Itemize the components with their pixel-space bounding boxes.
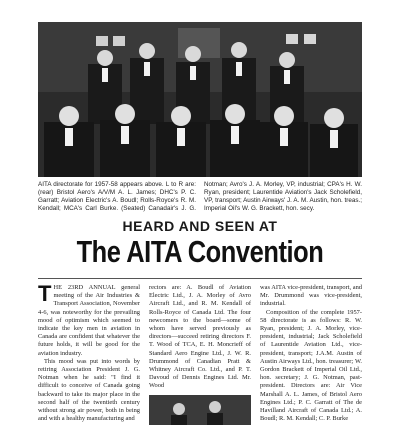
paragraph: Composition of the complete 1957-58 directorate is as follows: R. W. Ryan, president; J. A. Morley, vice-president, industrial; Jack Scholefield of Laurentide Aviation Ltd., vice-president, transport; J.A.M. Austin of Austin Airways Ltd., hon. treasurer; W. Gordon Brackett of Imperial Oil Ltd., hon. secretary; J. G. Notman, past-president. Directors are: Air Vice Marshall A. L. James, of Bristol Aero Engines Ltd.; P. C. Garratt of The de Havilland Aircraft of Canada Ltd.; A. Boudl; R. M. Kendall; C. P. Burke <box>260 308 362 423</box>
directorate-group-photo <box>38 22 362 177</box>
drop-cap: T <box>38 281 52 306</box>
paragraph: This mood was put into words by retiring Association President J. G. Notman when he said: "I find it difficult to conceive of Canada going backward to take its major place in the second half of the twentieth century without strong air power, both in being and with a healthy manufacturing and <box>38 357 140 423</box>
inset-photo <box>149 395 251 425</box>
paragraph <box>38 281 140 358</box>
article-column-3 <box>260 284 362 423</box>
article-column-1 <box>38 281 140 423</box>
group-photo-illustration <box>38 22 362 177</box>
photo-caption: AITA directorate for 1957-58 appears above. L to R are: (rear) Bristol Aero's A/V/M A. L. James; DHC's P. C. Garratt; Aviation Electric's A. Boudl; Rolls-Royce's R. M. Kendall; MCA's Carl Burke. (Seated) Canadair's J. G. Notman; Avro's J. A. Morley, VP, industrial; CPA's H. W. Ryan, president; Laurentide Aviation's Jack Scholefield, VP, transport; Austin Airways' J. A. M. Austin, hon. treas.; Imperial Oil's W. G. Brackett, hon. secy. <box>38 181 362 212</box>
article-headline: The AITA Convention <box>76 234 324 269</box>
article-body <box>38 281 362 423</box>
inset-photo-illustration <box>149 395 251 425</box>
article-column-2 <box>149 284 251 400</box>
paragraph-text: HE 23RD ANNUAL general meeting of the Air Industries & Transport Association, November 4-6, was noteworthy for the prevailing mood of optimism which seemed to indicate the key men in aviation in Canada are confident that whatever the future holds, it will be good for the aviation industry. <box>38 284 140 357</box>
divider-rule <box>38 278 362 279</box>
paragraph: rectors are: A. Boudl of Aviation Electric Ltd., J. A. Morley of Avro Aircraft Ltd., and R. M. Kendall of Rolls-Royce of Canada Ltd. The four newcomers to the board—some of whom have served previously as directors—succeed retiring directors F. T. Wood of TCA, E. H. Moncrieff of Standard Aero Engine Ltd., J. W. R. Drummond of Canadian Pratt & Whitney Aircraft Co. Ltd., and P. T. Davoud of Dennis Engines Ltd. Mr. Wood <box>149 284 251 390</box>
article-kicker: HEARD AND SEEN AT <box>122 218 278 234</box>
paragraph: was AITA vice-president, transport, and Mr. Drummond was vice-president, industrial. <box>260 284 362 308</box>
